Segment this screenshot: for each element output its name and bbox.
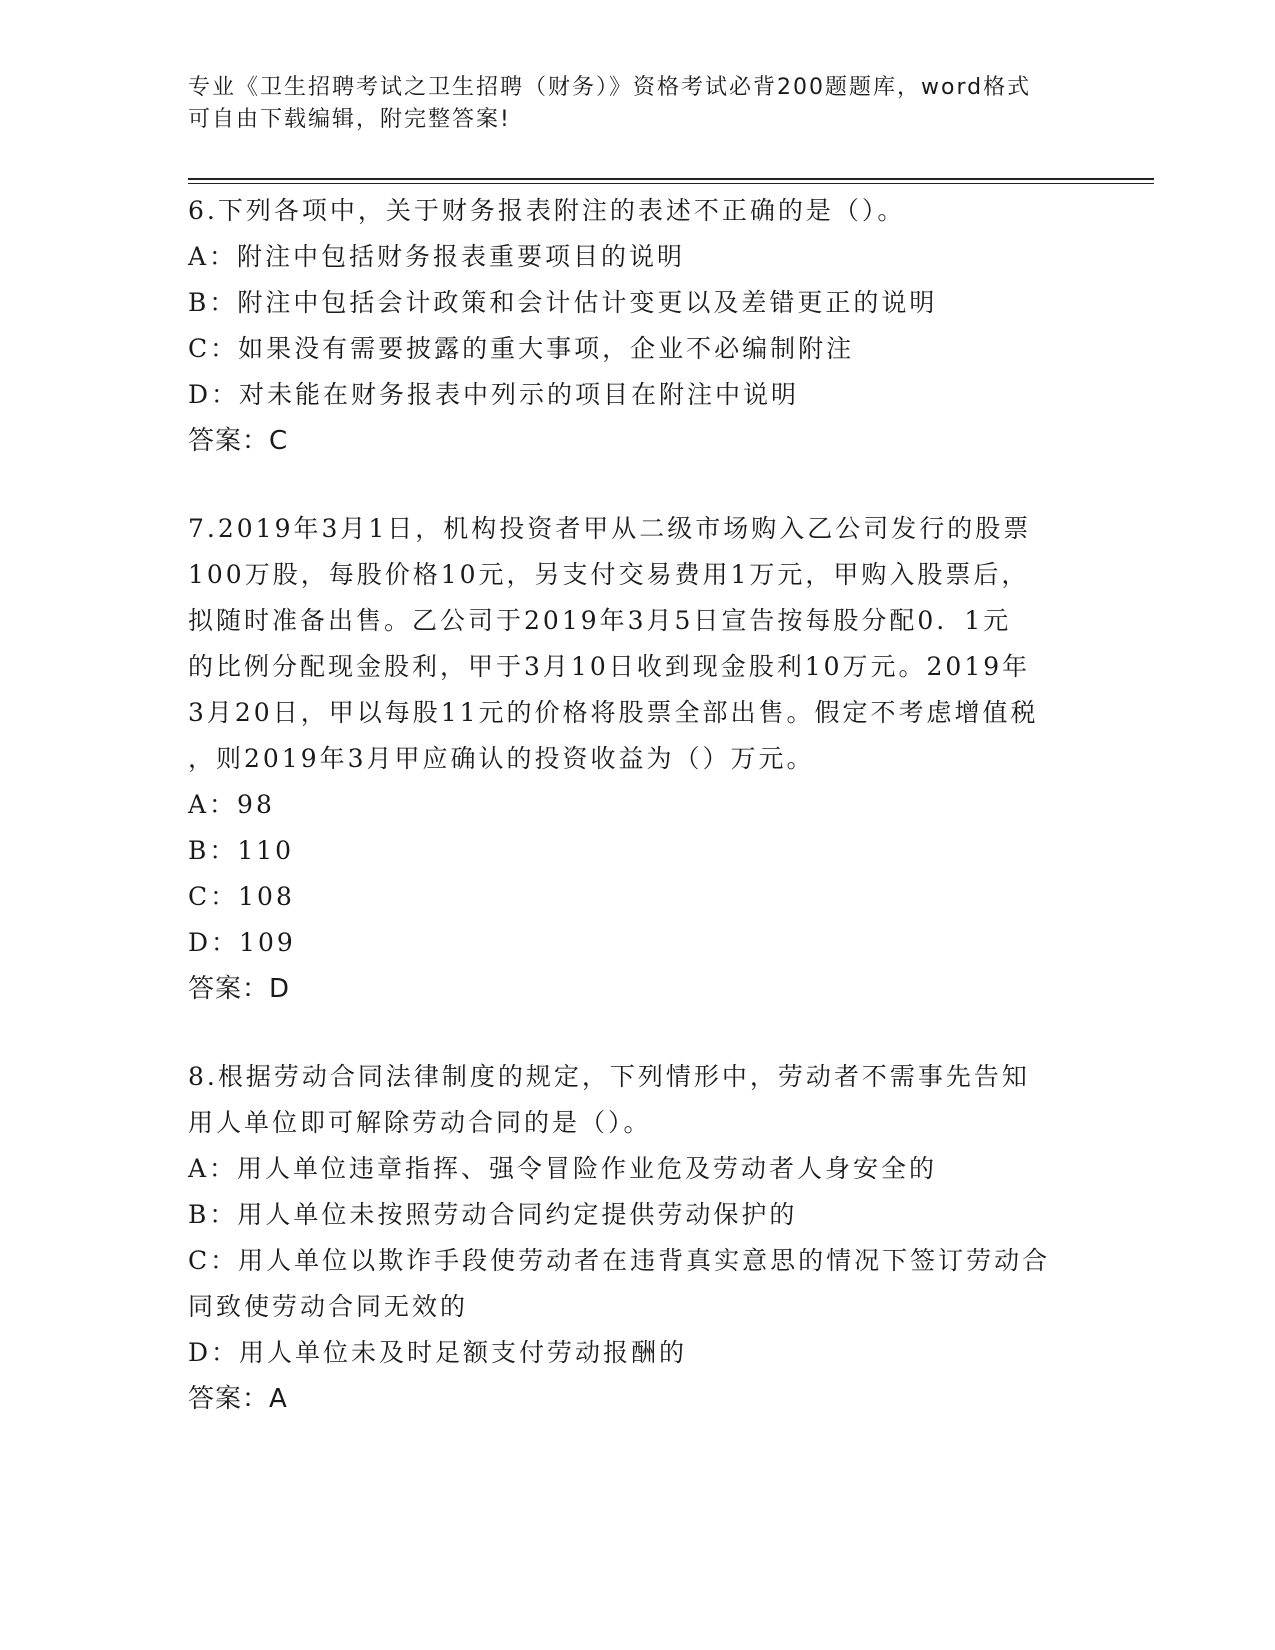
answer-option: B：附注中包括会计政策和会计估计变更以及差错更正的说明 xyxy=(188,288,938,317)
question-text: 拟随时准备出售。乙公司于2019年3月5日宣告按每股分配0．1元 xyxy=(188,606,1012,635)
answer-option: D：对未能在财务报表中列示的项目在附注中说明 xyxy=(188,380,800,409)
question-block xyxy=(188,506,1088,1012)
answer-option: A：用人单位违章指挥、强令冒险作业危及劳动者人身安全的 xyxy=(188,1154,938,1183)
answer-option: D：109 xyxy=(188,928,296,957)
question-text: 100万股，每股价格10元，另支付交易费用1万元，甲购入股票后， xyxy=(188,560,1030,589)
answer-key: 答案：D xyxy=(188,974,291,1004)
page-header xyxy=(188,72,1068,136)
question-list xyxy=(188,188,1088,1422)
question-text: 8.根据劳动合同法律制度的规定，下列情形中，劳动者不需事先告知 xyxy=(188,1062,1030,1091)
question-block xyxy=(188,1054,1088,1422)
answer-option: 同致使劳动合同无效的 xyxy=(188,1292,469,1321)
header-title-line-1: 专业《卫生招聘考试之卫生招聘（财务）》资格考试必背200题题库，word格式 xyxy=(188,75,1032,100)
question-text: 6.下列各项中，关于财务报表附注的表述不正确的是（）。 xyxy=(188,196,906,225)
answer-option: D：用人单位未及时足额支付劳动报酬的 xyxy=(188,1338,688,1367)
answer-option: C：如果没有需要披露的重大事项，企业不必编制附注 xyxy=(188,334,855,363)
header-title-line-2: 可自由下载编辑，附完整答案! xyxy=(188,107,511,132)
answer-key: 答案：A xyxy=(188,1384,288,1414)
question-text: ，则2019年3月甲应确认的投资收益为（）万元。 xyxy=(188,744,815,773)
header-divider xyxy=(188,178,1154,180)
header-divider-thin xyxy=(188,183,1154,184)
question-spacer xyxy=(188,1012,1088,1054)
question-spacer xyxy=(188,464,1088,506)
answer-key: 答案：C xyxy=(188,426,289,456)
answer-option: B：用人单位未按照劳动合同约定提供劳动保护的 xyxy=(188,1200,798,1229)
answer-option: C：108 xyxy=(188,882,295,911)
answer-option: B：110 xyxy=(188,836,295,865)
question-block xyxy=(188,188,1088,464)
answer-option: A：附注中包括财务报表重要项目的说明 xyxy=(188,242,686,271)
answer-option: C：用人单位以欺诈手段使劳动者在违背真实意思的情况下签订劳动合 xyxy=(188,1246,1051,1275)
question-text: 7.2019年3月1日，机构投资者甲从二级市场购入乙公司发行的股票 xyxy=(188,514,1032,543)
question-text: 用人单位即可解除劳动合同的是（）。 xyxy=(188,1108,652,1137)
question-text: 3月20日，甲以每股11元的价格将股票全部出售。假定不考虑增值税 xyxy=(188,698,1039,727)
answer-option: A：98 xyxy=(188,790,275,819)
question-text: 的比例分配现金股利，甲于3月10日收到现金股利10万元。2019年 xyxy=(188,652,1031,681)
